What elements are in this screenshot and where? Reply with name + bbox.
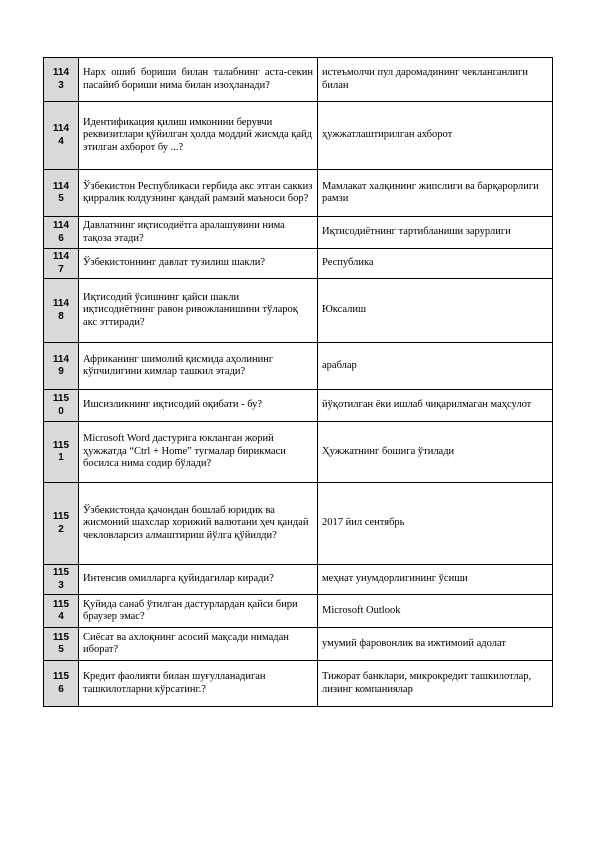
answer-cell: араблар bbox=[318, 343, 553, 390]
table-row bbox=[44, 565, 553, 595]
answer-cell: Республика bbox=[318, 249, 553, 279]
answer-cell: Иқтисодиётнинг тартибланиши зарурлиги bbox=[318, 217, 553, 249]
table-row bbox=[44, 170, 553, 217]
table-row bbox=[44, 343, 553, 390]
question-cell: Қуйида санаб ўтилган дастурлардан қайси бири браузер эмас? bbox=[79, 595, 318, 628]
row-number: 114 3 bbox=[44, 58, 79, 102]
row-number: 115 1 bbox=[44, 422, 79, 483]
answer-cell: 2017 йил сентябрь bbox=[318, 483, 553, 565]
question-cell: Нарх ошиб бориши билан талабнинг аста-секин пасайиб бориши нима билан изоҳланади? bbox=[79, 58, 318, 102]
answer-cell: Ҳужжатнинг бошига ўтилади bbox=[318, 422, 553, 483]
table-row bbox=[44, 422, 553, 483]
row-number: 114 9 bbox=[44, 343, 79, 390]
answer-cell: Microsoft Outlook bbox=[318, 595, 553, 628]
row-number: 115 0 bbox=[44, 390, 79, 422]
question-cell: Microsoft Word дастурига юкланган жорий ҳужжатда “Ctrl + Home” тугмалар бирикмаси босилса нима содир бўлади? bbox=[79, 422, 318, 483]
answer-cell: Тижорат банклари, микрокредит ташкилотлар, лизинг компаниялар bbox=[318, 661, 553, 707]
question-cell: Ўзбекистон Республикаси гербида акс этган саккиз қирралик юлдузнинг қандай рамзий маъноси бор? bbox=[79, 170, 318, 217]
question-cell: Сиёсат ва ахлоқнинг асосий мақсади нимадан иборат? bbox=[79, 628, 318, 661]
table-row bbox=[44, 483, 553, 565]
row-number: 114 7 bbox=[44, 249, 79, 279]
answer-cell: Юксалиш bbox=[318, 279, 553, 343]
table-row bbox=[44, 661, 553, 707]
question-cell: Ишсизликнинг иқтисодий оқибати - бу? bbox=[79, 390, 318, 422]
answer-cell: меҳнат унумдорлигининг ўсиши bbox=[318, 565, 553, 595]
row-number: 115 2 bbox=[44, 483, 79, 565]
table-row bbox=[44, 628, 553, 661]
question-cell: Иқтисодий ўсишнинг қайси шакли иқтисодиётнинг равон ривожланишини тўлароқ акс эттиради? bbox=[79, 279, 318, 343]
qa-table bbox=[43, 57, 553, 707]
question-cell: Интенсив омилларга қуйидагилар киради? bbox=[79, 565, 318, 595]
table-row bbox=[44, 249, 553, 279]
table-row bbox=[44, 279, 553, 343]
table-row bbox=[44, 595, 553, 628]
table-row bbox=[44, 217, 553, 249]
question-cell: Идентификация қилиш имконини берувчи реквизитлари қўйилган ҳолда моддий жисмда қайд этилган ахборот бу ...? bbox=[79, 102, 318, 170]
question-cell: Ўзбекистонда қачондан бошлаб юридик ва жисмоний шахслар хорижий валютани ҳеч қандай чекловларсиз алмаштириш йўлга қўйилди? bbox=[79, 483, 318, 565]
row-number: 115 4 bbox=[44, 595, 79, 628]
row-number: 115 3 bbox=[44, 565, 79, 595]
question-cell: Ўзбекистоннинг давлат тузилиш шакли? bbox=[79, 249, 318, 279]
row-number: 115 5 bbox=[44, 628, 79, 661]
question-cell: Давлатнинг иқтисодиётга аралашувини нима тақоза этади? bbox=[79, 217, 318, 249]
row-number: 114 5 bbox=[44, 170, 79, 217]
row-number: 114 8 bbox=[44, 279, 79, 343]
table-row bbox=[44, 58, 553, 102]
question-cell: Африканинг шимолий қисмида аҳолининг кўпчилигини кимлар ташкил этади? bbox=[79, 343, 318, 390]
answer-cell: Мамлакат халқининг жипслиги ва барқарорлиги рамзи bbox=[318, 170, 553, 217]
answer-cell: йўқотилган ёки ишлаб чиқарилмаган маҳсулот bbox=[318, 390, 553, 422]
table-row bbox=[44, 102, 553, 170]
question-cell: Кредит фаолияти билан шуғулланадиган ташкилотларни кўрсатинг.? bbox=[79, 661, 318, 707]
row-number: 114 6 bbox=[44, 217, 79, 249]
row-number: 114 4 bbox=[44, 102, 79, 170]
row-number: 115 6 bbox=[44, 661, 79, 707]
table-row bbox=[44, 390, 553, 422]
answer-cell: умумий фаровонлик ва ижтимоий адолат bbox=[318, 628, 553, 661]
answer-cell: истеъмолчи пул даромадининг чекланганлиги билан bbox=[318, 58, 553, 102]
answer-cell: ҳужжатлаштирилган ахборот bbox=[318, 102, 553, 170]
